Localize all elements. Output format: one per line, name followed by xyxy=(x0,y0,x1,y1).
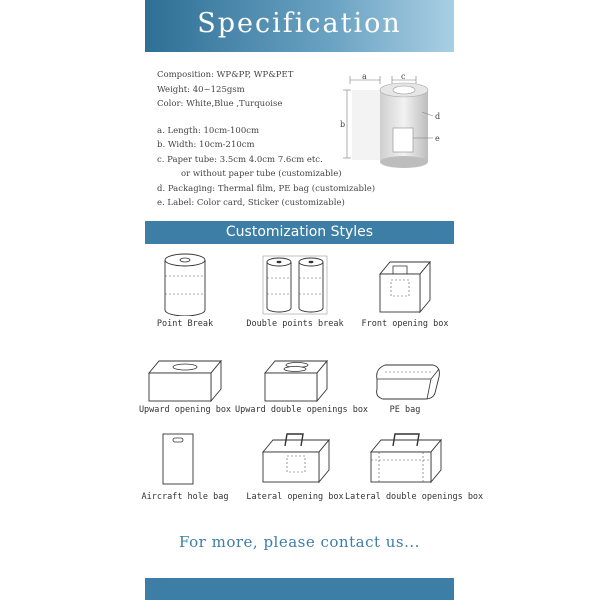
style-front-opening-box-illustration xyxy=(355,252,455,316)
style-upward-opening-box-illustration xyxy=(135,355,235,405)
spec-tube: c. Paper tube: 3.5cm 4.0cm 7.6cm etc. xyxy=(157,154,323,165)
style-lateral-opening-box-illustration xyxy=(245,430,345,486)
spec-color: Color: White,Blue ,Turquoise xyxy=(157,99,283,109)
diagram-label-a: a xyxy=(362,72,367,81)
style-caption: Upward double openings box xyxy=(235,405,369,415)
page-title: Specification xyxy=(197,8,402,39)
spec-weight: Weight: 40~125gsm xyxy=(157,84,245,95)
diagram-label-e: e xyxy=(435,134,440,143)
page-column xyxy=(138,0,484,600)
style-caption: Point Break xyxy=(156,319,214,329)
customization-title: Customization Styles xyxy=(225,224,374,240)
spec-label: e. Label: Color card, Sticker (customizable) xyxy=(157,198,345,208)
style-caption: Aircraft hole bag xyxy=(141,492,229,502)
style-caption: Double points break xyxy=(246,319,344,329)
style-caption: PE bag xyxy=(389,405,421,415)
spec-length: a. Length: 10cm-100cm xyxy=(157,125,260,136)
style-upward-double-openings-box-illustration xyxy=(245,355,345,405)
diagram-label-b: b xyxy=(340,120,346,129)
customization-bar xyxy=(145,221,454,244)
roll-diagram xyxy=(340,70,450,170)
diagram-label-c: c xyxy=(401,72,406,81)
style-aircraft-hole-bag-illustration xyxy=(135,430,235,486)
spec-width: b. Width: 10cm-210cm xyxy=(157,140,255,150)
footer-bar xyxy=(145,578,454,600)
spec-packaging: d. Packaging: Thermal film, PE bag (customizable) xyxy=(157,183,376,194)
style-lateral-double-openings-box-illustration xyxy=(355,430,455,486)
style-caption: Upward opening box xyxy=(138,405,232,415)
style-point-break-illustration xyxy=(135,252,235,316)
style-caption: Front opening box xyxy=(361,319,449,329)
style-caption: Lateral opening box xyxy=(246,492,344,502)
style-pe-bag-illustration xyxy=(355,355,455,405)
header-banner xyxy=(145,0,454,52)
style-double-points-break-illustration xyxy=(245,252,345,316)
spec-tube-alt: or without paper tube (customizable) xyxy=(181,169,342,179)
diagram-label-d: d xyxy=(435,112,441,121)
contact-text: For more, please contact us... xyxy=(179,533,420,551)
spec-composition: Composition: WP&PP, WP&PET xyxy=(157,70,294,80)
style-caption: Lateral double openings box xyxy=(345,492,484,502)
